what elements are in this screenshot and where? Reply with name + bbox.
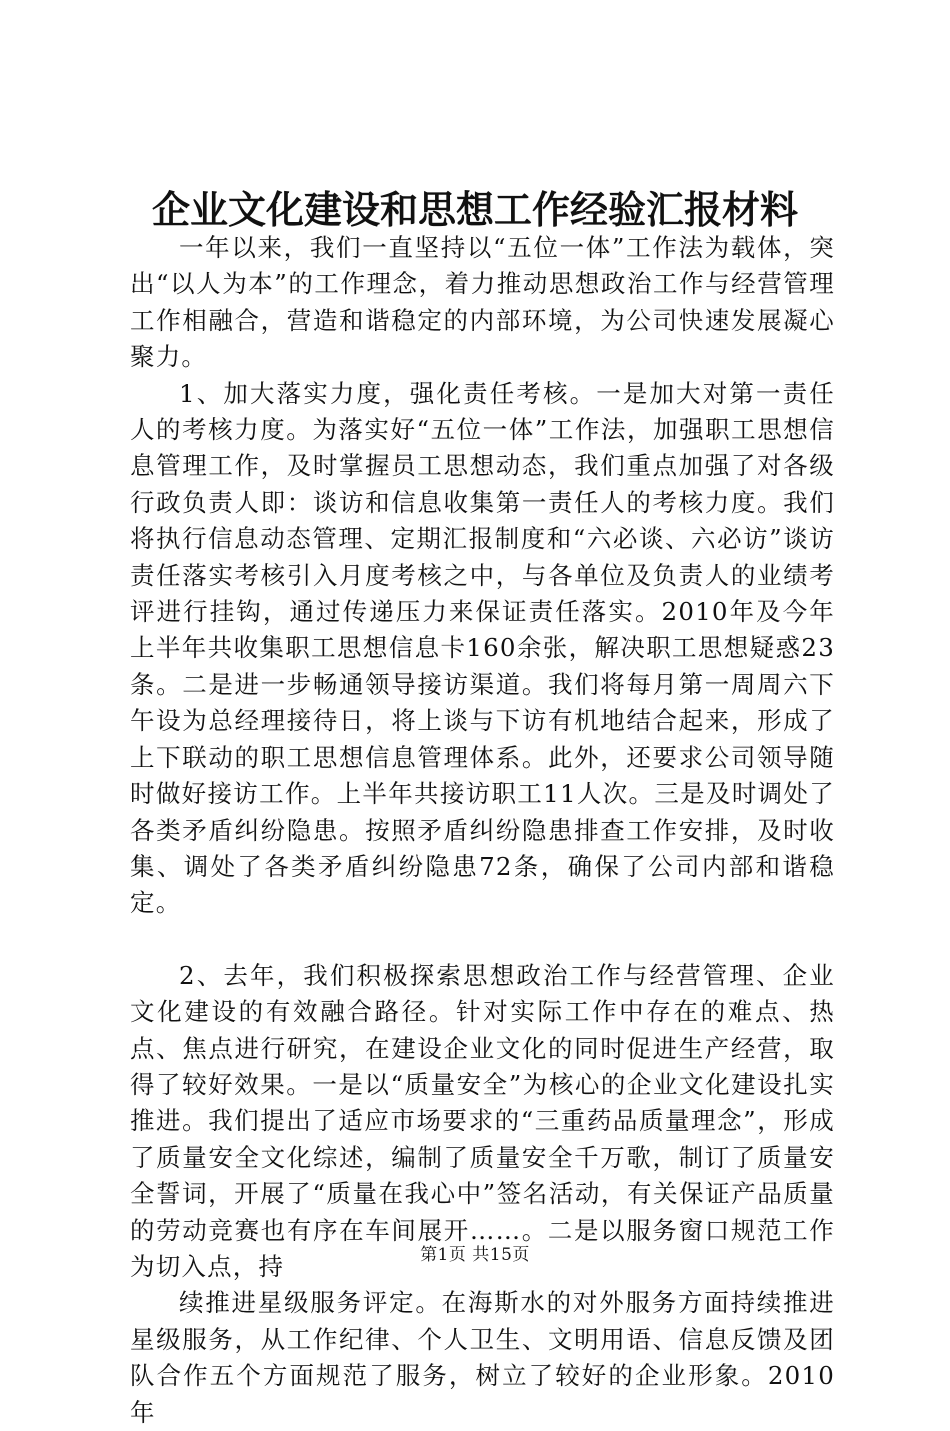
document-title: 企业文化建设和思想工作经验汇报材料 [151,187,798,232]
paragraph-section-1: 1、加大落实力度，强化责任考核。一是加大对第一责任人的考核力度。为落实好“五位一体”工作法，加强职工思想信息管理工作，及时掌握员工思想动态，我们重点加强了对各级行政负责人即：谈访和信息收集第一责任人的考核力度。我们将执行信息动态管理、定期汇报制度和“六必谈、六必访”谈访责任落实考核引入月度考核之中，与各单位及负责人的业绩考评进行挂钩，通过传递压力来保证责任落实。2010年及今年上半年共收集职工思想信息卡160余张，解决职工思想疑惑23条。二是进一步畅通领导接访渠道。我们将每月第一周周六下午设为总经理接待日，将上谈与下访有机地结合起来，形成了上下联动的职工思想信息管理体系。此外，还要求公司领导随时做好接访工作。上半年共接访职工11人次。三是及时调处了各类矛盾纠纷隐患。按照矛盾纠纷隐患排查工作安排，及时收集、调处了各类矛盾纠纷隐患72条，确保了公司内部和谐稳定。 [130,378,835,918]
paragraph-intro: 一年以来，我们一直坚持以“五位一体”工作法为载体，突出“以人为本”的工作理念，着力推动思想政治工作与经营管理工作相融合，营造和谐稳定的内部环境，为公司快速发展凝心聚力。 [130,233,835,372]
paragraph-section-2-continued: 续推进星级服务评定。在海斯水的对外服务方面持续推进星级服务，从工作纪律、个人卫生、文明用语、信息反馈及团队合作五个方面规范了服务，树立了较好的企业形象。2010年 [130,1288,835,1427]
page-indicator: 第1页 共15页 [420,1245,530,1265]
paragraph-section-2: 2、去年，我们积极探索思想政治工作与经营管理、企业文化建设的有效融合路径。针对实际工作中存在的难点、热点、焦点进行研究，在建设企业文化的同时促进生产经营，取得了较好效果。一是以“质量安全”为核心的企业文化建设扎实推进。我们提出了适应市场要求的“三重药品质量理念”，形成了质量安全文化综述，编制了质量安全千万歌，制订了质量安全誓词，开展了“质量在我心中”签名活动，有关保证产品质量的劳动竞赛也有序在车间展开……。二是以服务窗口规范工作为切入点，持 [130,960,835,1281]
